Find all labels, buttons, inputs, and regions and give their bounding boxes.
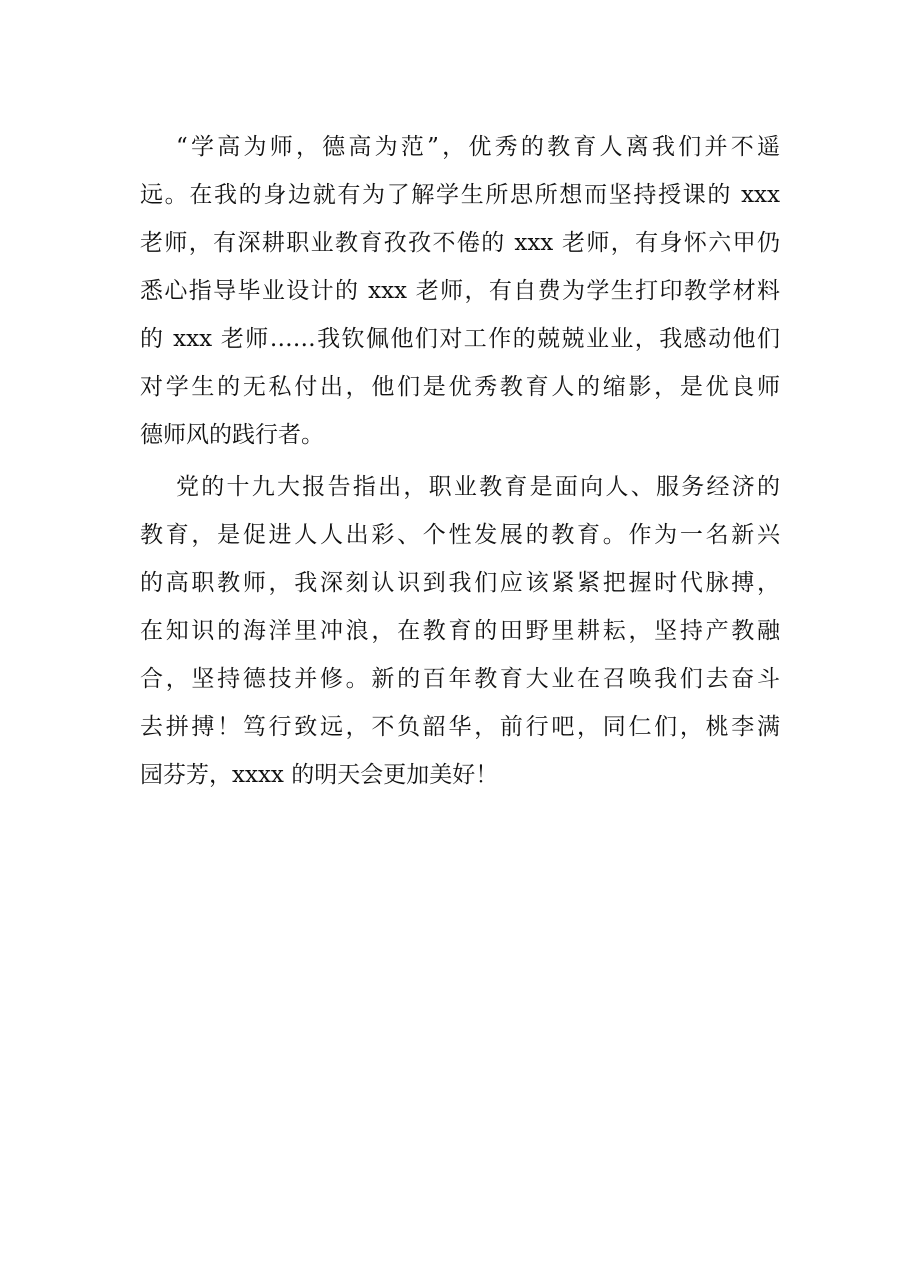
paragraph-line: 的 xxx 老师……我钦佩他们对工作的兢兢业业，我感动他们 [140,326,780,352]
paragraph-line: 在知识的海洋里冲浪，在教育的田野里耕耘，坚持产教融 [140,618,780,644]
paragraph-line: “学高为师，德高为范”，优秀的教育人离我们并不遥 [176,134,780,160]
paragraph-line: 去拼搏！笃行致远，不负韶华，前行吧，同仁们，桃李满 [140,714,780,740]
paragraph-line: 老师，有深耕职业教育孜孜不倦的 xxx 老师，有身怀六甲仍 [140,230,780,256]
paragraph-line: 教育，是促进人人出彩、个性发展的教育。作为一名新兴 [140,522,780,548]
paragraph-2 [140,463,780,799]
paragraph-line: 对学生的无私付出，他们是优秀教育人的缩影，是优良师 [140,374,780,400]
paragraph-1 [140,123,780,459]
paragraph-line: 德师风的践行者。 [140,422,324,448]
document-body [140,123,780,799]
paragraph-line: 合，坚持德技并修。新的百年教育大业在召唤我们去奋斗 [140,666,780,692]
paragraph-line: 悉心指导毕业设计的 xxx 老师，有自费为学生打印教学材料 [140,278,780,304]
paragraph-line: 远。在我的身边就有为了解学生所思所想而坚持授课的 xxx [140,182,780,208]
paragraph-line: 的高职教师，我深刻认识到我们应该紧紧把握时代脉搏， [140,570,780,596]
paragraph-line: 园芬芳，xxxx 的明天会更加美好！ [140,762,499,788]
paragraph-line: 党的十九大报告指出，职业教育是面向人、服务经济的 [176,474,780,500]
